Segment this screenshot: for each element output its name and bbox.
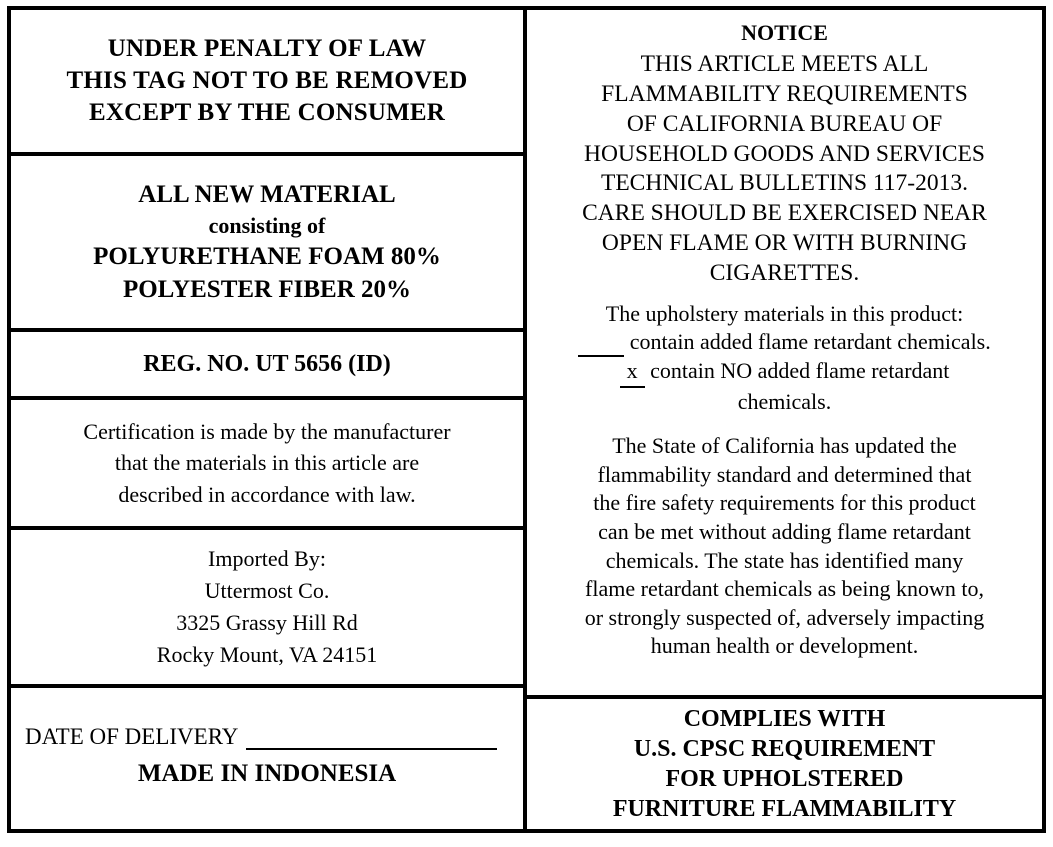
registration-number: REG. NO. UT 5656 (ID)	[143, 350, 391, 377]
notice-body-line-8: CIGARETTES.	[709, 259, 860, 286]
state-line-8: human health or development.	[650, 633, 919, 659]
penalty-line-1: UNDER PENALTY OF LAW	[107, 35, 427, 62]
notice-body-line-7: OPEN FLAME OR WITH BURNING	[601, 230, 968, 257]
left-column	[11, 10, 527, 829]
delivery-block	[11, 688, 523, 829]
importer-street: 3325 Grassy Hill Rd	[176, 610, 358, 635]
penalty-line-2: THIS TAG NOT TO BE REMOVED	[66, 67, 468, 94]
importer-company: Uttermost Co.	[204, 578, 330, 604]
material-heading: ALL NEW MATERIAL	[138, 180, 396, 208]
state-line-2: flammability standard and determined that	[597, 461, 972, 487]
compliance-line-3: FOR UPHOLSTERED	[665, 766, 904, 792]
compliance-line-2: U.S. CPSC REQUIREMENT	[633, 735, 936, 762]
delivery-date-input[interactable]	[246, 728, 497, 750]
notice-body-line-4: HOUSEHOLD GOODS AND SERVICES	[584, 140, 985, 167]
state-line-1: The State of California has updated the	[612, 433, 957, 459]
material-component-1: POLYURETHANE FOAM 80%	[93, 243, 441, 270]
compliance-block	[527, 699, 1042, 829]
made-in-country: MADE IN INDONESIA	[137, 759, 397, 787]
compliance-line-1: COMPLIES WITH	[683, 705, 886, 732]
option-no-added-row	[578, 357, 991, 388]
registration-number-block	[11, 332, 523, 400]
checkbox-contains-retardants[interactable]	[578, 338, 624, 357]
material-consisting-of: consisting of	[208, 212, 326, 238]
certification-line-2: that the materials in this article are	[114, 450, 420, 476]
material-content-block	[11, 156, 523, 332]
importer-city-state-zip: Rocky Mount, VA 24151	[156, 641, 378, 667]
state-line-7: or strongly suspected of, adversely impacting	[584, 604, 985, 630]
right-column	[527, 10, 1042, 829]
notice-body-line-6: CARE SHOULD BE EXERCISED NEAR	[582, 200, 987, 227]
delivery-date-label: DATE OF DELIVERY	[25, 723, 239, 749]
penalty-line-3: EXCEPT BY THE CONSUMER	[88, 99, 446, 126]
notice-body-line-5: TECHNICAL BULLETINS 117-2013.	[600, 170, 969, 197]
material-component-2: POLYESTER FIBER 20%	[122, 276, 412, 304]
state-of-california-paragraph	[585, 432, 985, 661]
penalty-notice-block	[11, 10, 523, 156]
state-line-6: flame retardant chemicals as being known to,	[585, 576, 984, 602]
certification-line-1: Certification is made by the manufacturer	[83, 419, 451, 445]
state-line-4: can be met without adding flame retardant	[598, 518, 971, 544]
upholstery-declaration	[578, 300, 991, 416]
option-no-added-label-cont: chemicals.	[737, 388, 832, 414]
state-line-3: the fire safety requirements for this product	[593, 490, 976, 516]
certification-block	[11, 400, 523, 530]
notice-block	[527, 10, 1042, 699]
notice-body-line-2: FLAMMABILITY REQUIREMENTS	[601, 80, 968, 107]
state-line-5: chemicals. The state has identified many	[605, 547, 964, 573]
option-contains-label: contain added flame retardant chemicals.	[629, 329, 991, 355]
delivery-date-row	[25, 724, 509, 750]
upholstery-intro: The upholstery materials in this product:	[605, 300, 964, 326]
importer-label: Imported By:	[208, 546, 326, 572]
law-label-tag	[7, 6, 1046, 833]
notice-body	[582, 50, 987, 289]
checkbox-no-added-retardants[interactable]: x	[620, 357, 645, 388]
importer-block	[11, 530, 523, 688]
certification-line-3: described in accordance with law.	[118, 481, 416, 507]
compliance-line-4: FURNITURE FLAMMABILITY	[612, 796, 957, 823]
notice-title: NOTICE	[741, 20, 828, 45]
option-contains-row	[578, 328, 991, 357]
notice-body-line-3: OF CALIFORNIA BUREAU OF	[626, 110, 943, 137]
notice-body-line-1: THIS ARTICLE MEETS ALL	[640, 51, 929, 77]
option-no-added-label: contain NO added flame retardant	[650, 357, 950, 383]
